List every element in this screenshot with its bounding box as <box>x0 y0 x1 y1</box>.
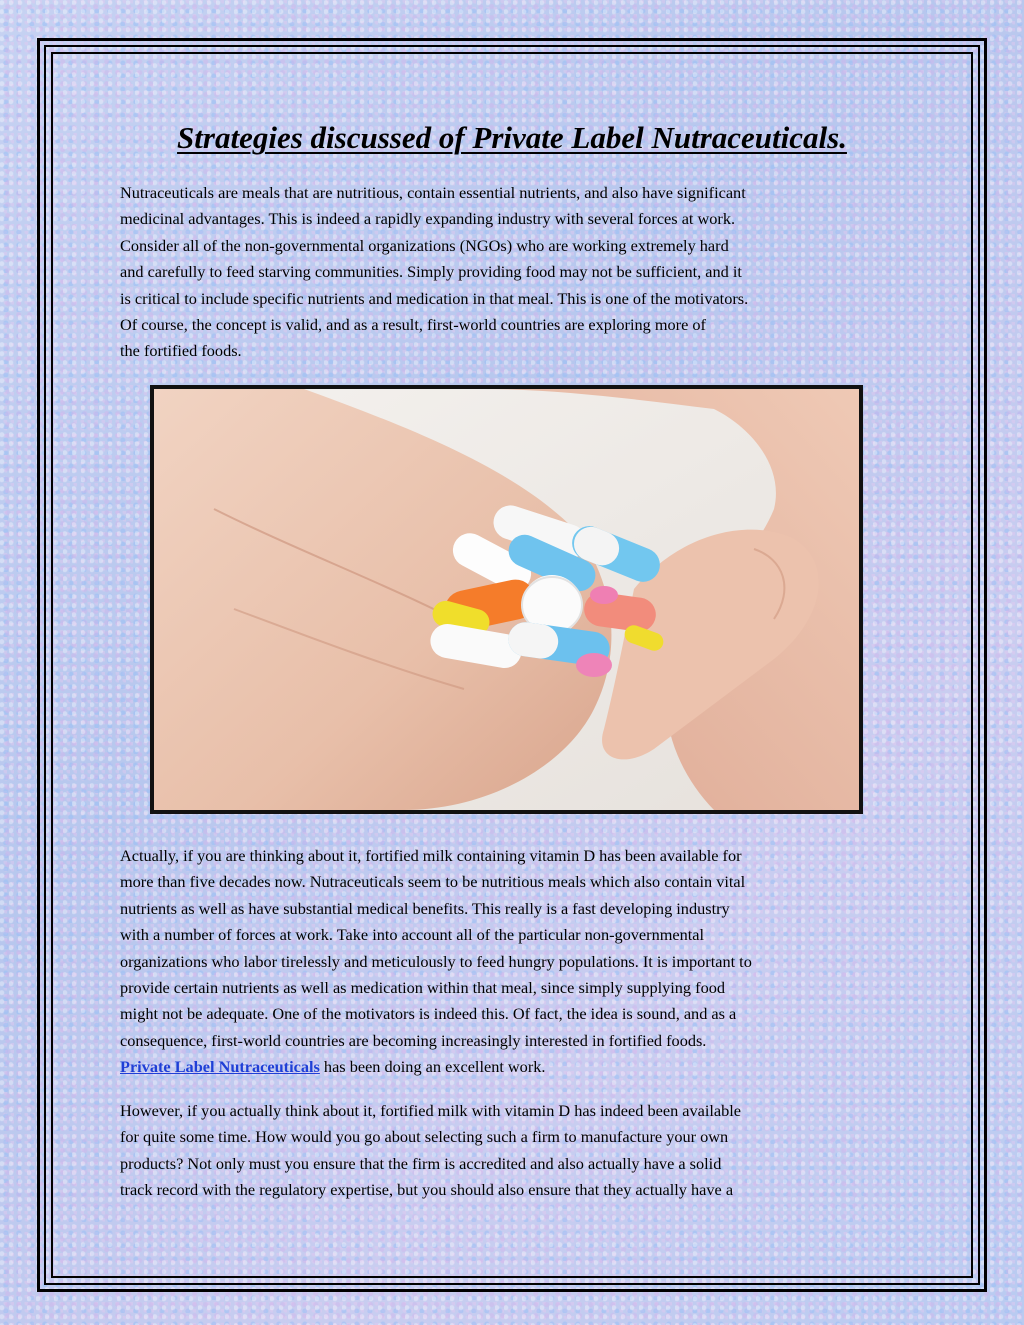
paragraph-line: provide certain nutrients as well as medication within that meal, since simply supplying food <box>120 978 725 998</box>
paragraph-line: However, if you actually think about it, fortified milk with vitamin D has indeed been available <box>120 1101 742 1120</box>
paragraph-line: with a number of forces at work. Take into account all of the particular non-governmental <box>120 925 705 945</box>
paragraph-line: Actually, if you are thinking about it, fortified milk containing vitamin D has been available for <box>120 846 742 865</box>
paragraph-line: track record with the regulatory expertise, but you should also ensure that they actually have a <box>120 1180 734 1200</box>
pills-in-hands-photo <box>150 385 863 814</box>
paragraph-line: products? Not only must you ensure that the firm is accredited and also actually have a solid <box>120 1153 722 1173</box>
private-label-nutraceuticals-link[interactable]: Private Label Nutraceuticals <box>120 1057 320 1077</box>
photo-illustration <box>154 389 859 810</box>
paragraph-line: is critical to include specific nutrients and medication in that meal. This is one of the motivators. <box>120 288 749 308</box>
paragraph-line: has been doing an excellent work. <box>319 1057 546 1077</box>
paragraph-line: consequence, first-world countries are becoming increasingly interested in fortified foods. <box>120 1030 707 1050</box>
paragraph-line: Nutraceuticals are meals that are nutritious, contain essential nutrients, and also have significant <box>120 183 746 202</box>
paragraph-line: nutrients as well as have substantial medical benefits. This really is a fast developing industry <box>120 898 730 918</box>
paragraph-line: and carefully to feed starving communities. Simply providing food may not be sufficient, and it <box>120 262 742 282</box>
paragraph-line: might not be adequate. One of the motivators is indeed this. Of fact, the idea is sound, and as a <box>120 1004 737 1024</box>
paragraph-line: Consider all of the non-governmental organizations (NGOs) who are working extremely hard <box>120 235 729 255</box>
paragraph-line: medicinal advantages. This is indeed a rapidly expanding industry with several forces at work. <box>120 209 736 229</box>
paragraph-line: for quite some time. How would you go about selecting such a firm to manufacture your own <box>120 1127 729 1147</box>
paragraph-line: more than five decades now. Nutraceuticals seem to be nutritious meals which also contain vital <box>120 872 746 892</box>
paragraph-line: Of course, the concept is valid, and as a result, first-world countries are exploring more of <box>120 315 706 335</box>
paragraph-line: organizations who labor tirelessly and meticulously to feed hungry populations. It is important to <box>120 951 752 971</box>
paragraph-body-2 <box>120 1098 910 1204</box>
paragraph-line: the fortified foods. <box>120 341 242 361</box>
paragraph-intro <box>120 180 910 365</box>
page-title: Strategies discussed of Private Label Nutraceuticals. <box>177 120 847 155</box>
paragraph-body-1 <box>120 843 910 1081</box>
